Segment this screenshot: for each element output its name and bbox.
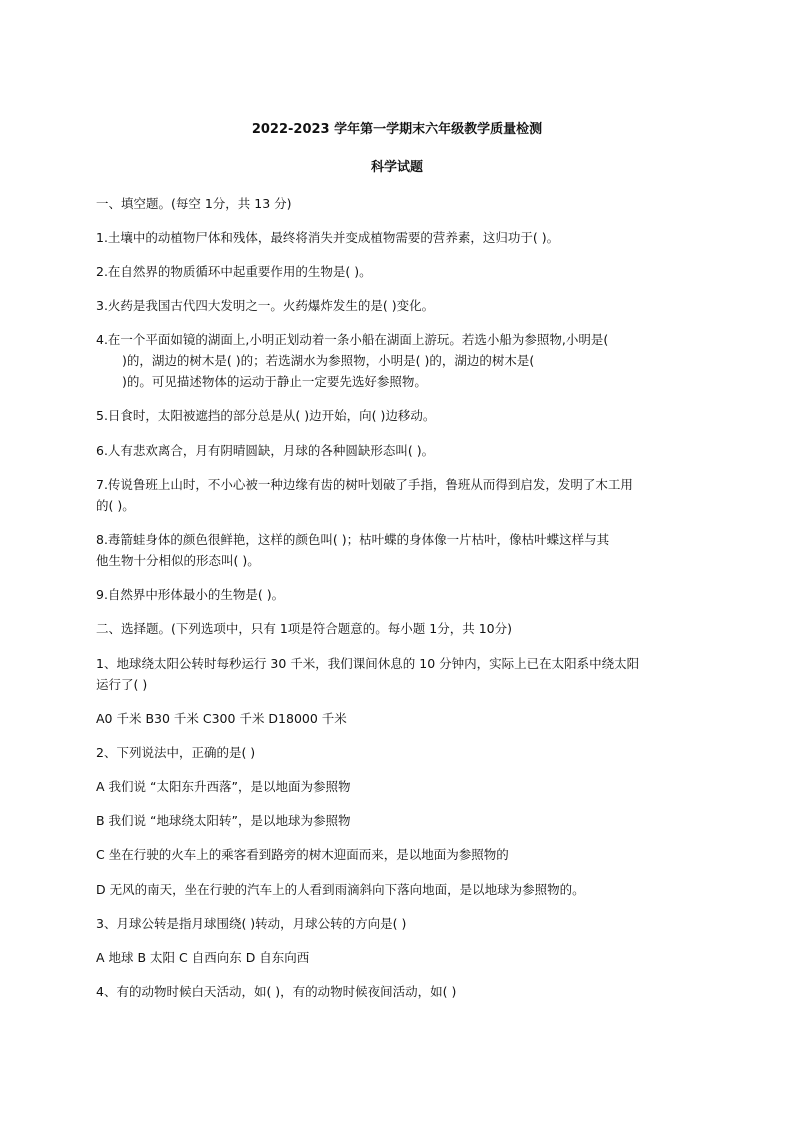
question-text: 2、下列说法中，正确的是( ) <box>96 745 256 760</box>
question-text: 1.土壤中的动植物尸体和残体，最终将消失并变成植物需要的营养素，这归功于( )。 <box>96 230 560 245</box>
question-text: )的，湖边的树木是( )的；若选湖水为参照物，小明是( )的，湖边的树木是( <box>122 353 535 368</box>
answer-option: D 无风的南天，坐在行驶的汽车上的人看到雨滴斜向下落向地面，是以地球为参照物的。 <box>96 882 585 897</box>
question-text: 9.自然界中形体最小的生物是( )。 <box>96 587 285 602</box>
question-text: 他生物十分相似的形态叫( )。 <box>96 553 260 568</box>
question-text: 3、月球公转是指月球围绕( )转动，月球公转的方向是( ) <box>96 916 407 931</box>
answer-option: C 坐在行驶的火车上的乘客看到路旁的树木迎面而来，是以地面为参照物的 <box>96 847 509 862</box>
section-heading-choice: 二、选择题。(下列选项中，只有 1项是符合题意的。每小题 1分，共 10分) <box>96 621 512 636</box>
answer-option: A 我们说 “太阳东升西落”，是以地面为参照物 <box>96 779 351 794</box>
question-text: 4、有的动物时候白天活动，如( )，有的动物时候夜间活动，如( ) <box>96 984 457 999</box>
question-text: 2.在自然界的物质循环中起重要作用的生物是( )。 <box>96 264 372 279</box>
answer-options: A 地球 B 太阳 C 自西向东 D 自东向西 <box>96 950 310 965</box>
answer-option: B 我们说 “地球绕太阳转”，是以地球为参照物 <box>96 813 351 828</box>
question-text: 运行了( ) <box>96 677 148 692</box>
section-heading-fill-in: 一、填空题。(每空 1分，共 13 分) <box>96 196 292 211</box>
question-text: 5.日食时，太阳被遮挡的部分总是从( )边开始，向( )边移动。 <box>96 408 436 423</box>
exam-title: 2022-2023 学年第一学期末六年级教学质量检测 <box>251 122 543 137</box>
question-text: 6.人有悲欢离合，月有阴晴圆缺，月球的各种圆缺形态叫( )。 <box>96 443 435 458</box>
question-text: 7.传说鲁班上山时，不小心被一种边缘有齿的树叶划破了手指，鲁班从而得到启发，发明了木工用 <box>96 477 633 492</box>
question-text: 1、地球绕太阳公转时每秒运行 30 千米，我们课间休息的 10 分钟内，实际上已在太阳系中绕太阳 <box>96 656 640 671</box>
question-text: 8.毒箭蛙身体的颜色很鲜艳，这样的颜色叫( )；枯叶蝶的身体像一片枯叶，像枯叶蝶这样与其 <box>96 532 610 547</box>
answer-options: A0 千米 B30 千米 C300 千米 D18000 千米 <box>96 711 347 726</box>
question-text: 的( )。 <box>96 498 135 513</box>
question-text: 3.火药是我国古代四大发明之一。火药爆炸发生的是( )变化。 <box>96 298 435 313</box>
exam-subtitle: 科学试题 <box>370 160 423 175</box>
question-text: )的。可见描述物体的运动于静止一定要先选好参照物。 <box>122 374 427 389</box>
question-text: 4.在一个平面如镜的湖面上,小明正划动着一条小船在湖面上游玩。若选小船为参照物,小明是( <box>96 332 609 347</box>
